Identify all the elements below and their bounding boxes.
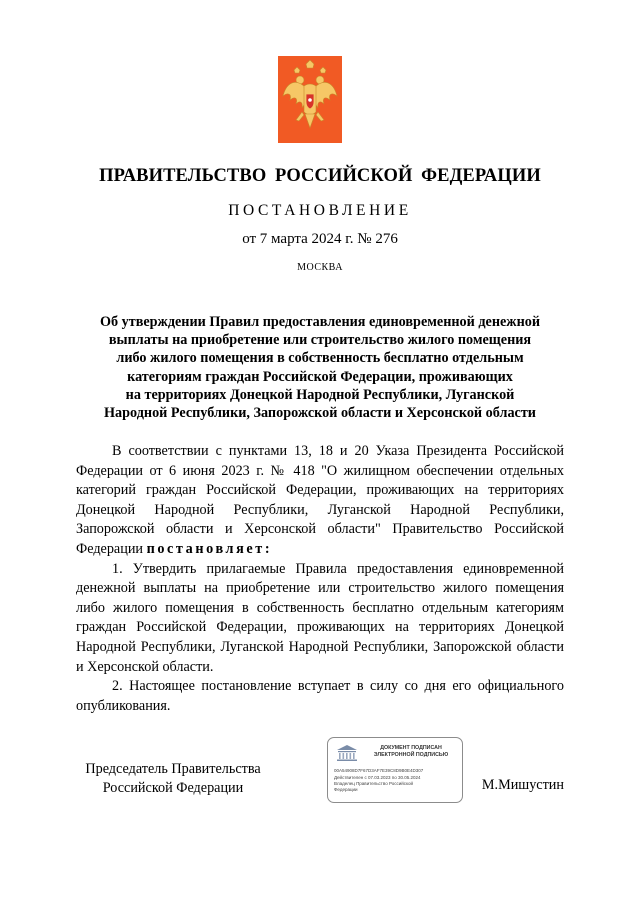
stamp-title-line: ДОКУМЕНТ ПОДПИСАН <box>380 745 442 751</box>
resolves-word: постановляет: <box>146 540 273 557</box>
item-2-paragraph: 2. Настоящее постановление вступает в силу со дня его официального опубликования. <box>76 678 564 714</box>
document-heading <box>66 313 574 422</box>
heading-line: либо жилого помещения в собственность бесплатно отдельным <box>116 350 524 367</box>
stamp-serial: 00A54908D7F67D3AF7E39C8D9B0E4D307 <box>334 768 424 773</box>
stamp-title <box>362 745 460 758</box>
item-1-paragraph: 1. Утвердить прилагаемые Правила предоставления единовременной денежной выплаты на приобретение или строительство жилого помещения либо жилого помещения в собственность бесплатно отдельным категориям граждан Российской Федерации, проживающих на территориях Донецкой Народной Республики, Луганской Народной Республики, Запорожской области и Херсонской области. <box>76 560 564 675</box>
stamp-validity: Действителен с 07.03.2023 по 30.05.2024 <box>334 775 421 780</box>
heading-line: Об утверждении Правил предоставления единовременной денежной <box>99 314 541 330</box>
heading-line: на территориях Донецкой Народной Республики, Луганской <box>125 386 515 403</box>
signatory-role-line: Председатель Правительства <box>85 761 261 777</box>
stamp-owner-line: Владелец Правительство Российской <box>334 781 414 786</box>
document-body <box>76 442 564 716</box>
document-city: МОСКВА <box>297 262 343 273</box>
electronic-signature-stamp <box>327 737 463 803</box>
intro-paragraph <box>76 442 564 560</box>
heading-line: категориям граждан Российской Федерации, проживающих <box>127 368 513 385</box>
stamp-title-line: ЭЛЕКТРОННОЙ ПОДПИСЬЮ <box>373 751 449 758</box>
coat-of-arms-icon <box>278 56 342 143</box>
document-date-number: от 7 марта 2024 г. № 276 <box>242 231 398 247</box>
signatory-role-line: Российской Федерации <box>102 780 244 796</box>
signatory-role <box>78 760 268 798</box>
stamp-owner-line: Федерации <box>334 787 358 792</box>
heading-line: Народной Республики, Запорожской области и Херсонской области <box>104 405 536 422</box>
government-title: ПРАВИТЕЛЬСТВО РОССИЙСКОЙ ФЕДЕРАЦИИ <box>99 166 541 186</box>
government-building-icon <box>334 743 360 763</box>
heading-line: выплаты на приобретение или строительство жилого помещения <box>108 332 532 349</box>
signatory-name: М.Мишустин <box>481 777 564 793</box>
intro-text: В соответствии с пунктами 13, 18 и 20 Указа Президента Российской Федерации от 6 июня 2023 г. № 418 "О жилищном обеспечении отдельных категорий граждан Российской Федерации, проживающих на территориях Донецкой Народной Республики, Луганской Народной Республики, Запорожской области и Херсонской области" Правительство Российской Федерации <box>76 443 564 557</box>
document-type: ПОСТАНОВЛЕНИЕ <box>228 202 412 219</box>
